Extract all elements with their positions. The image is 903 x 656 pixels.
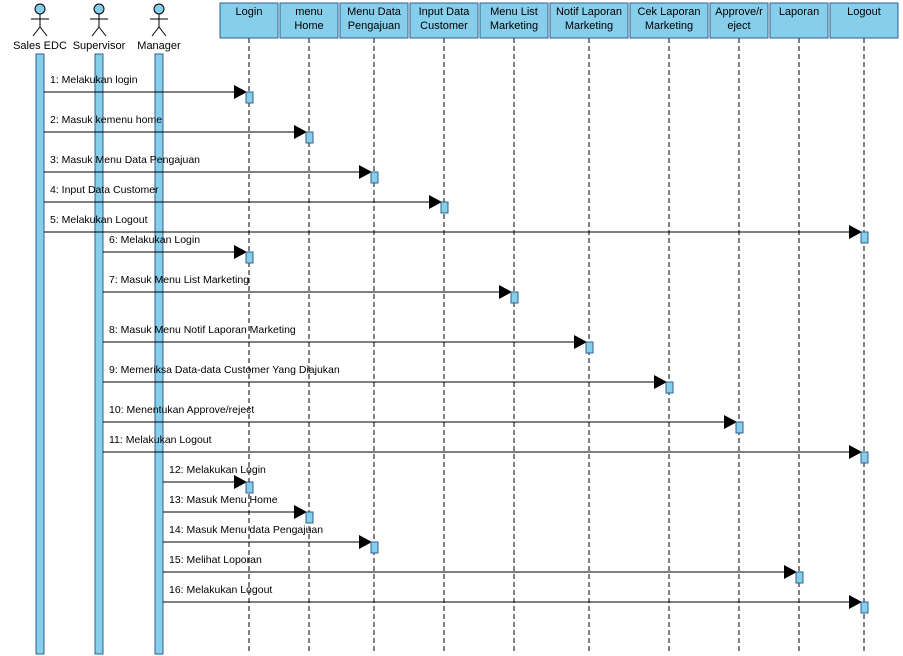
object-label: Login [235, 6, 263, 18]
object-headers [220, 3, 898, 38]
activation-box [306, 512, 313, 523]
message-9 [103, 364, 673, 393]
arrowhead-icon [359, 165, 372, 179]
object-approve [710, 3, 768, 38]
message-7 [103, 274, 518, 303]
message-16 [163, 584, 868, 613]
message-label: 4: Input Data Customer [50, 184, 159, 196]
object-label: Notif Laporan [555, 6, 623, 18]
object-label: Menu List [490, 6, 538, 18]
object-home [280, 3, 338, 38]
object-listmkt [480, 3, 548, 38]
object-label: Cek Laporan [637, 6, 701, 18]
activation-box [861, 232, 868, 243]
message-label: 9: Memeriksa Data-data Customer Yang Diajukan [109, 364, 340, 376]
arrowhead-icon [234, 475, 247, 489]
arrowhead-icon [849, 225, 862, 239]
message-2 [44, 114, 313, 143]
activation-box [736, 422, 743, 433]
arrowhead-icon [784, 565, 797, 579]
message-label: 3: Masuk Menu Data Pengajuan [50, 154, 201, 166]
activation-box [246, 92, 253, 103]
object-label: Pengajuan [347, 20, 401, 32]
arrowhead-icon [654, 375, 667, 389]
activation-box [371, 542, 378, 553]
message-label: 16: Melakukan Logout [169, 584, 273, 596]
object-label: Customer [420, 20, 468, 32]
arrowhead-icon [429, 195, 442, 209]
arrowhead-icon [359, 535, 372, 549]
message-11 [103, 434, 868, 463]
message-label: 2: Masuk kemenu home [50, 114, 163, 126]
activation-box [666, 382, 673, 393]
object-label: Logout [847, 6, 881, 18]
message-label: 14: Masuk Menu data Pengajuan [169, 524, 324, 536]
activation-box [246, 482, 253, 493]
actor-sales [13, 4, 67, 654]
arrowhead-icon [499, 285, 512, 299]
actor-activation-bar [95, 54, 103, 654]
arrowhead-icon [294, 505, 307, 519]
actor-name: Manager [137, 40, 181, 52]
actor-activation-bar [155, 54, 163, 654]
object-notif [550, 3, 628, 38]
activation-box [441, 202, 448, 213]
object-laporan [770, 3, 828, 38]
activation-box [371, 172, 378, 183]
actor-name: Sales EDC [13, 40, 67, 52]
arrowhead-icon [574, 335, 587, 349]
arrowhead-icon [294, 125, 307, 139]
message-label: 5: Melakukan Logout [50, 214, 148, 226]
activation-box [796, 572, 803, 583]
actor-figure-icon [31, 4, 49, 36]
activation-box [511, 292, 518, 303]
actor-name: Supervisor [72, 40, 126, 52]
message-8 [103, 324, 593, 353]
object-customer [410, 3, 478, 38]
object-label: Marketing [644, 20, 694, 32]
message-label: 1: Melakukan login [50, 74, 138, 86]
message-1 [44, 74, 253, 103]
arrowhead-icon [849, 595, 862, 609]
object-label: Approve/r [715, 6, 763, 18]
message-label: 8: Masuk Menu Notif Laporan Marketing [109, 324, 296, 336]
object-logout [830, 3, 898, 38]
object-label: Marketing [489, 20, 539, 32]
arrowhead-icon [724, 415, 737, 429]
actor-figure-icon [90, 4, 108, 36]
message-10 [103, 404, 743, 433]
actor-figure-icon [150, 4, 168, 36]
activation-box [306, 132, 313, 143]
arrowhead-icon [234, 85, 247, 99]
message-label: 11: Melakukan Logout [109, 434, 212, 446]
messages [44, 74, 868, 613]
message-label: 6: Melakukan Login [109, 234, 201, 246]
message-14 [163, 524, 378, 553]
message-15 [163, 554, 803, 583]
arrowhead-icon [849, 445, 862, 459]
actor-activation-bar [36, 54, 44, 654]
message-3 [44, 154, 378, 183]
arrowhead-icon [234, 245, 247, 259]
message-label: 10: Menentukan Approve/reject [109, 404, 255, 416]
object-label: Marketing [564, 20, 614, 32]
activation-box [586, 342, 593, 353]
message-4 [44, 184, 448, 213]
message-label: 7: Masuk Menu List Marketing [109, 274, 250, 286]
object-label: eject [727, 20, 751, 32]
object-ceklap [630, 3, 708, 38]
object-pengajuan [340, 3, 408, 38]
lifelines [249, 38, 864, 654]
message-label: 15: Melihat Loporan [169, 554, 262, 566]
message-label: 12: Melakukan Login [169, 464, 266, 476]
object-label: Laporan [778, 6, 820, 18]
message-6 [103, 234, 253, 263]
activation-box [861, 602, 868, 613]
object-label: Home [294, 20, 324, 32]
message-13 [163, 494, 313, 523]
message-label: 13: Masuk Menu Home [169, 494, 278, 506]
message-12 [163, 464, 266, 493]
object-label: Menu Data [347, 6, 401, 18]
object-label: menu [295, 6, 323, 18]
object-label: Input Data [418, 6, 470, 18]
object-login [220, 3, 278, 38]
activation-box [861, 452, 868, 463]
activation-box [246, 252, 253, 263]
